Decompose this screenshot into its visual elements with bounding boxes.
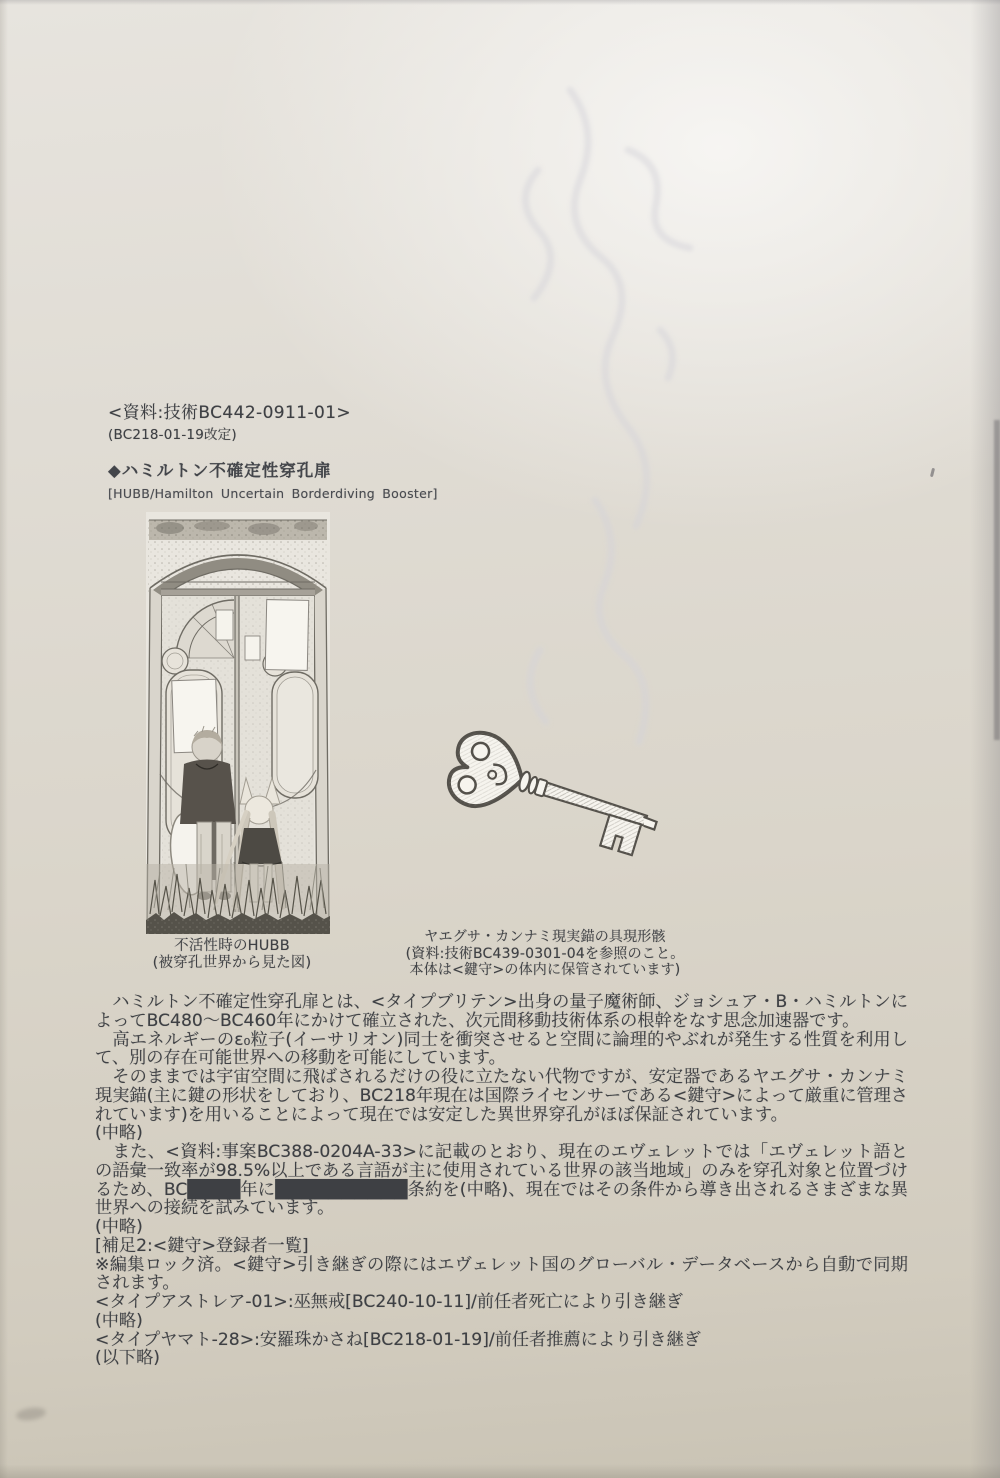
body-text: [95, 993, 908, 1368]
scan-shadow-bottom: [0, 1464, 1000, 1478]
key-bow: [443, 727, 532, 818]
key-caption-line3: 本体は<鍵守>の体内に保管されています): [409, 962, 681, 978]
paragraph-treaty-redacted: また、<資料:事案BC388-0204A-33>に記載のとおり、現在のエヴェレットでは「エヴェレット語との語彙一致率が98.5%以上である言語が主に使用されている世界の該当地域」のみを穿孔対象と位置づけるため、BC████年に██████████条約を(中略)、現在ではその条件から導き出されるさまざまな異世界への接続を試みています。: [95, 1142, 908, 1219]
appendix-heading: [補足2:<鍵守>登録者一覧]: [95, 1235, 309, 1256]
omission-mark-2: (中略): [95, 1217, 143, 1237]
omission-mark-3: (中略): [95, 1310, 143, 1331]
key-caption: [393, 929, 697, 979]
door-blank-sign-right: [265, 600, 308, 671]
document-revision: (BC218-01-19改定): [108, 427, 237, 443]
reality-anchor-key-illustration: [425, 716, 680, 871]
page-showthrough-marks: [420, 30, 980, 1030]
paragraph-intro: ハミルトン不確定性穿孔扉とは、<タイプブリテン>出身の量子魔術師、ジョシュア・B・ハミルトンによってBC480〜BC460年にかけて確立された、次元間移動技術体系の根幹をなす思念加速器です。: [95, 992, 908, 1031]
scan-shadow-top: [0, 0, 1000, 5]
key-caption-line1: ヤエグサ・カンナミ現実錨の具現形骸: [424, 929, 666, 945]
grass: [146, 862, 330, 934]
door-small-sign-a: [216, 610, 233, 640]
omission-mark-end: (以下略): [95, 1348, 160, 1369]
registrant-yamato: <タイプヤマト-28>:安羅珠かさね[BC218-01-19]/前任者推薦により引き継ぎ: [95, 1329, 701, 1350]
scan-shadow-right-dark: [994, 420, 1000, 740]
paragraph-principle: 高エネルギーのε₀粒子(イーサリオン)同士を衝突させると空間に論理的やぶれが発生する性質を利用して、別の存在可能世界への移動を可能にしています。: [95, 1029, 908, 1069]
key-shaft: [543, 783, 647, 826]
key-caption-line2: (資料:技術BC439-0301-04を参照のこと。: [405, 945, 685, 962]
page-title: ◆ハミルトン不確定性穿孔扉: [108, 461, 332, 480]
door-caption-line2: (被穿孔世界から見た図): [152, 955, 312, 971]
paragraph-anchor: そのままでは宇宙空間に飛ばされるだけの役に立たない代物ですが、安定器であるヤエグサ・カンナミ現実錨(主に鍵の形状をしており、BC218年現在は国際ライセンサーである<鍵守>によって厳重に管理されています)を用いることによって現在では安定した異世界穿孔がほぼ保証されています。: [95, 1067, 908, 1125]
omission-mark-1: (中略): [95, 1123, 143, 1144]
door-small-sign-b: [245, 636, 260, 660]
door-caption: [132, 938, 332, 972]
stray-ink-mark: [930, 468, 935, 477]
door-caption-line1: 不活性時のHUBB: [174, 938, 290, 954]
registrant-astraea: <タイプアストレア-01>:巫無戒[BC240-10-11]/前任者死亡により引き継ぎ: [95, 1292, 684, 1312]
corner-smudge: [15, 1406, 46, 1422]
appendix-note: ※編集ロック済。<鍵守>引き継ぎの際にはエヴェレット国のグローバル・データベースから自動で同期されます。: [95, 1254, 908, 1294]
page-subtitle: [HUBB/Hamilton Uncertain Borderdiving Booster]: [108, 486, 438, 501]
scan-shadow-left: [0, 0, 8, 1478]
document-reference: <資料:技術BC442-0911-01>: [108, 403, 352, 423]
hubb-door-illustration: [146, 512, 330, 934]
